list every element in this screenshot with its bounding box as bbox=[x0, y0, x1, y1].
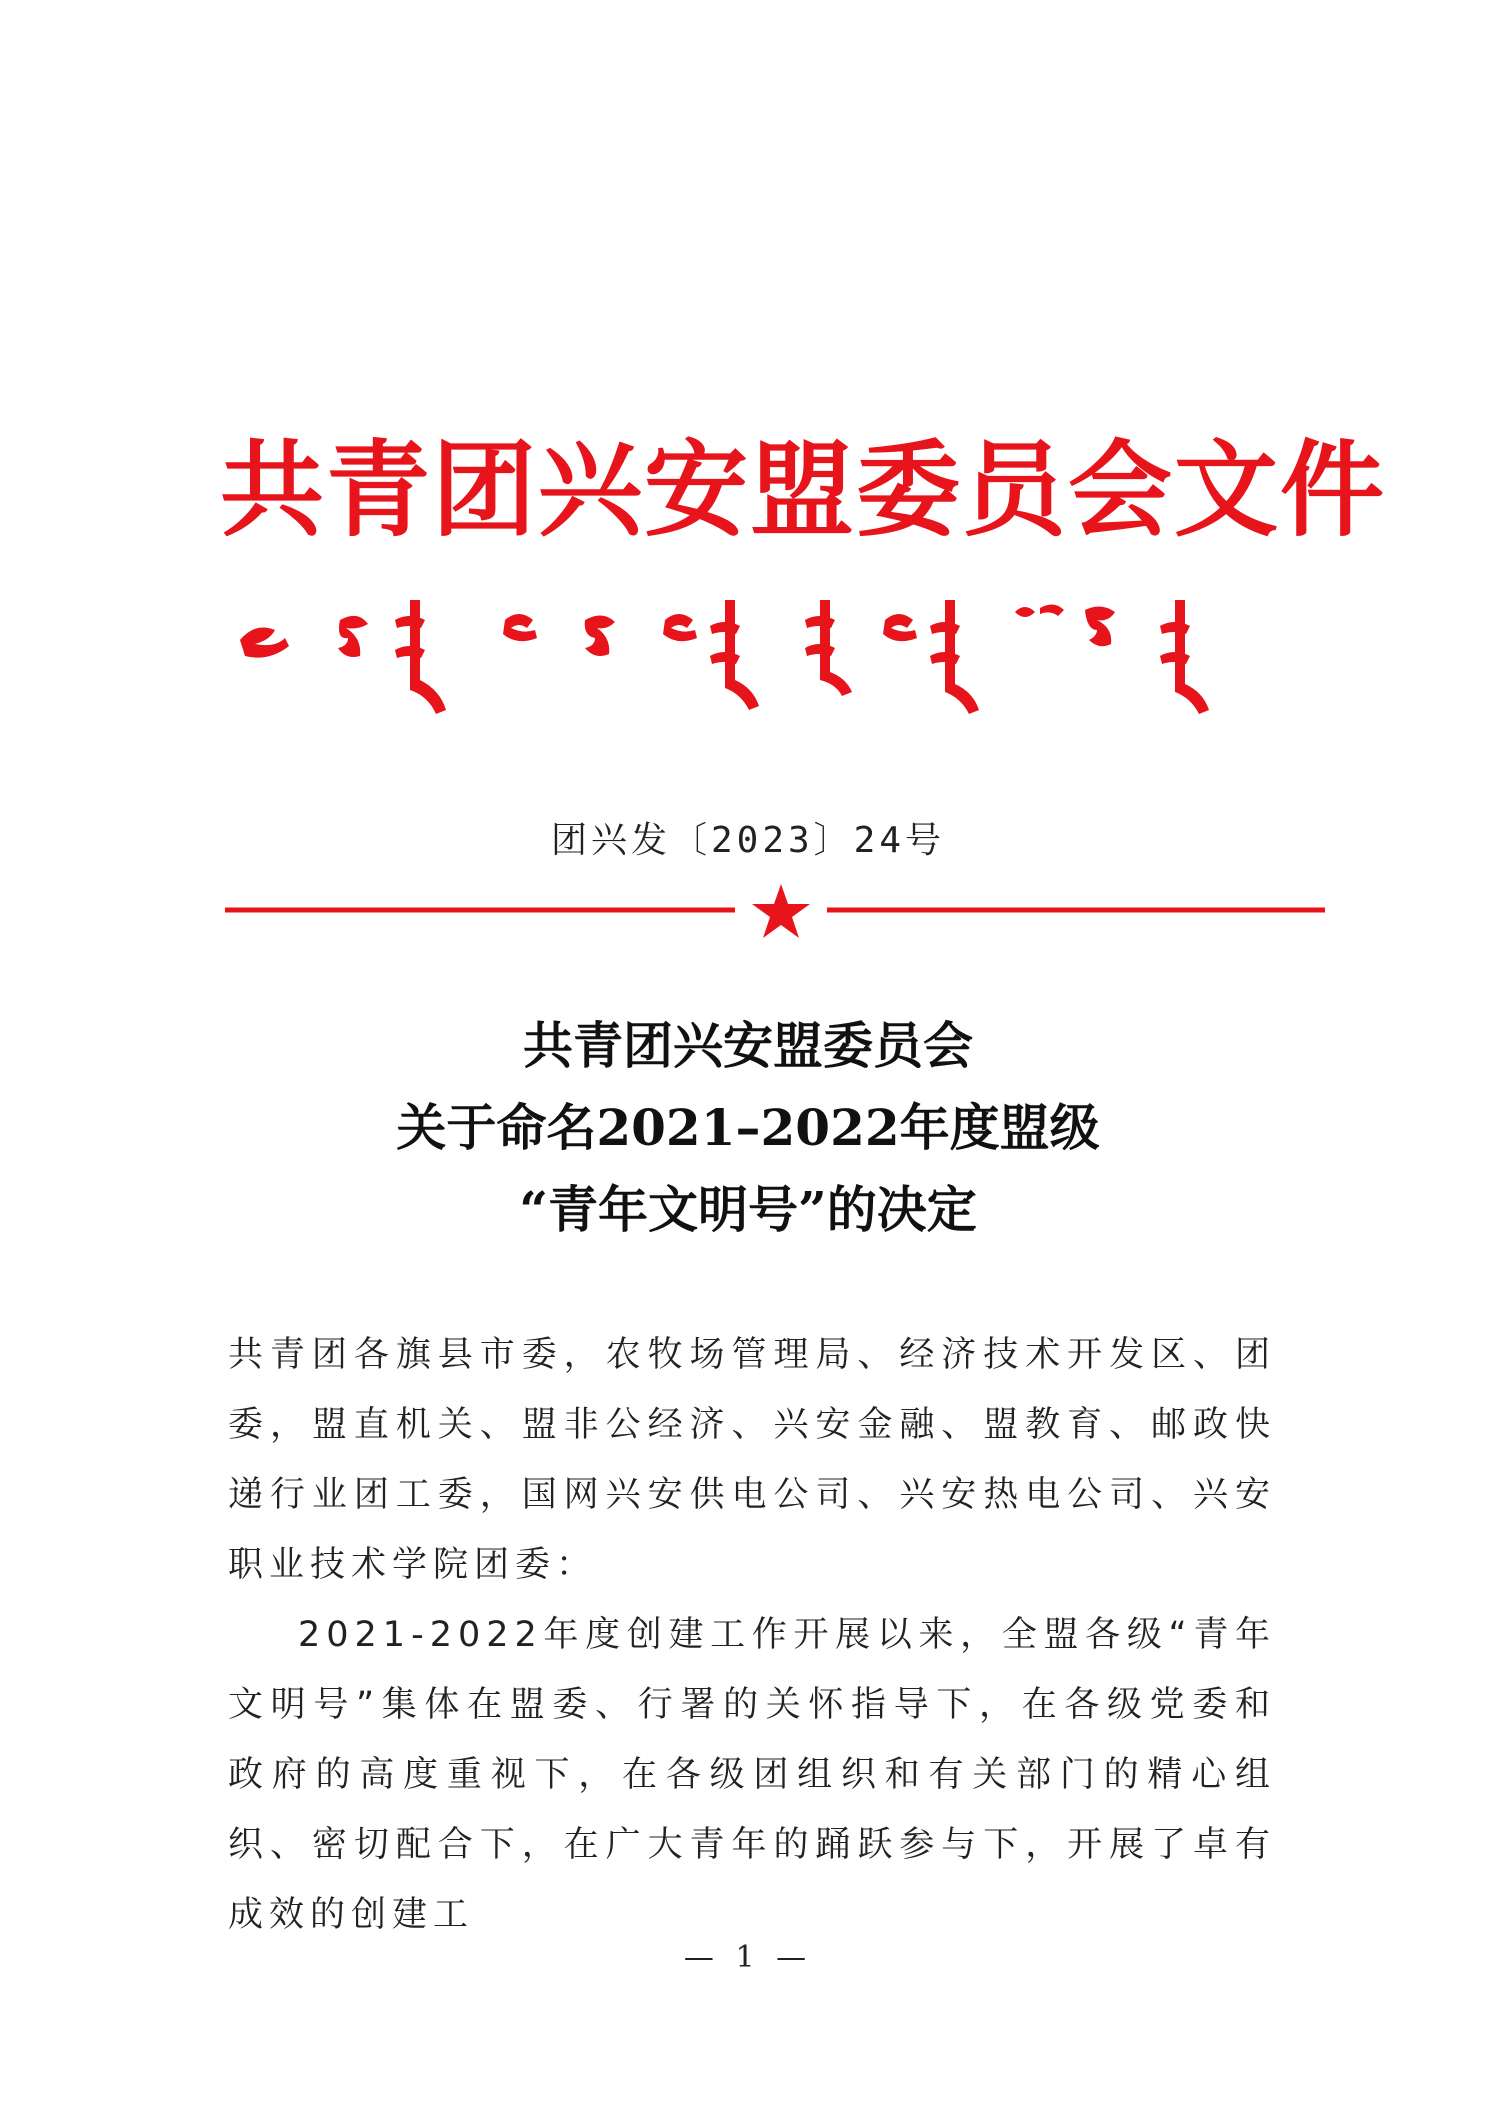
title-line-3: “青年文明号”的决定 bbox=[519, 1180, 977, 1239]
document-title bbox=[0, 1005, 1496, 1251]
title-line-2: 关于命名2021–2022年度盟级 bbox=[396, 1098, 1100, 1157]
title-line-1: 共青团兴安盟委员会 bbox=[523, 1016, 973, 1075]
body-paragraph-1: 2021-2022年度创建工作开展以来，全盟各级“青年文明号”集体在盟委、行署的关怀指导下，在各级党委和政府的高度重视下，在各级团组织和有关部门的精心组织、密切配合下，在广大青年的踊跃参与下，开展了卓有成效的创建工 bbox=[228, 1615, 1276, 1935]
document-body bbox=[228, 1320, 1276, 1950]
star-icon bbox=[752, 884, 810, 938]
document-masthead-title: 共青团兴安盟委员会文件 bbox=[220, 428, 1387, 551]
addressee-paragraph: 共青团各旗县市委，农牧场管理局、经济技术开发区、团委，盟直机关、盟非公经济、兴安金融、盟教育、邮政快递行业团工委，国网兴安供电公司、兴安热电公司、兴安职业技术学院团委： bbox=[228, 1335, 1276, 1585]
document-number: 团兴发〔2023〕24号 bbox=[550, 820, 946, 861]
red-divider-with-star bbox=[225, 880, 1325, 940]
mongolian-script-title bbox=[220, 580, 1280, 720]
page-number: — 1 — bbox=[683, 1940, 813, 1975]
